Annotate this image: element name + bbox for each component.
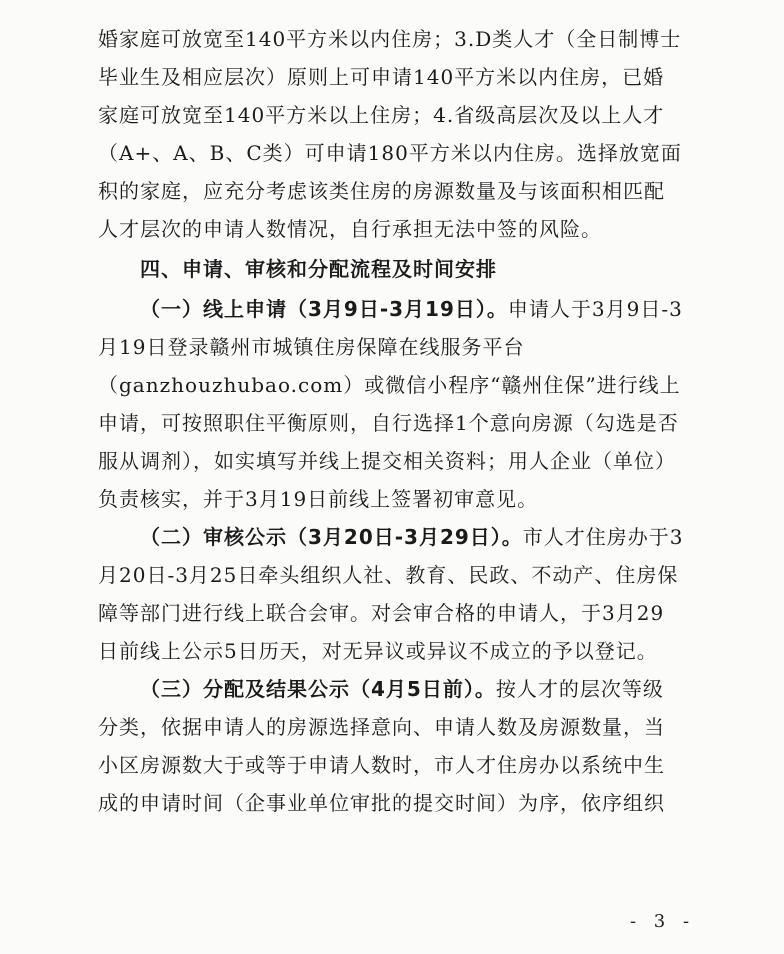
subsection-1-title: （一）线上申请（3月9日-3月19日）。 xyxy=(140,297,508,321)
section-heading-4: 四、申请、审核和分配流程及时间安排 xyxy=(140,257,497,281)
paragraph-continued: 婚家庭可放宽至140平方米以内住房；3.D类人才（全日制博士毕业生及相应层次）原则上可申请140平方米以内住房，已婚家庭可放宽至140平方米以上住房；4.省级高层次及以上人才（A+、A、B、C类）可申请180平方米以内住房。选择放宽面积的家庭，应充分考虑该类住房的房源数量及与该面积相匹配人才层次的申请人数情况，自行承担无法中签的风险。 xyxy=(98,27,682,241)
document-body xyxy=(98,20,684,822)
subsection-3-body: 按人才的层次等级分类，依据申请人的房源选择意向、申请人数及房源数量，当小区房源数大于或等于申请人数时，市人才住房办以系统中生成的申请时间（企事业单位审批的提交时间）为序，依序组织 xyxy=(98,677,665,815)
page-number: - 3 - xyxy=(630,911,696,932)
subsection-2-title: （二）审核公示（3月20日-3月29日）。 xyxy=(140,525,523,549)
subsection-2-body: 市人才住房办于3月20日-3月25日牵头组织人社、教育、民政、不动产、住房保障等部门进行线上联合会审。对会审合格的申请人，于3月29日前线上公示5日历天，对无异议或异议不成立的予以登记。 xyxy=(98,525,684,663)
subsection-1-body: 申请人于3月9日-3月19日登录赣州市城镇住房保障在线服务平台（ganzhouzhubao.com）或微信小程序“赣州住保”进行线上申请，可按照职住平衡原则，自行选择1个意向房源（勾选是否服从调剂），如实填写并线上提交相关资料；用人企业（单位）负责核实，并于3月19日前线上签署初审意见。 xyxy=(98,297,683,511)
subsection-3 xyxy=(98,670,684,822)
subsection-1 xyxy=(98,290,684,518)
subsection-2 xyxy=(98,518,684,670)
subsection-3-title: （三）分配及结果公示（4月5日前）。 xyxy=(140,677,496,701)
